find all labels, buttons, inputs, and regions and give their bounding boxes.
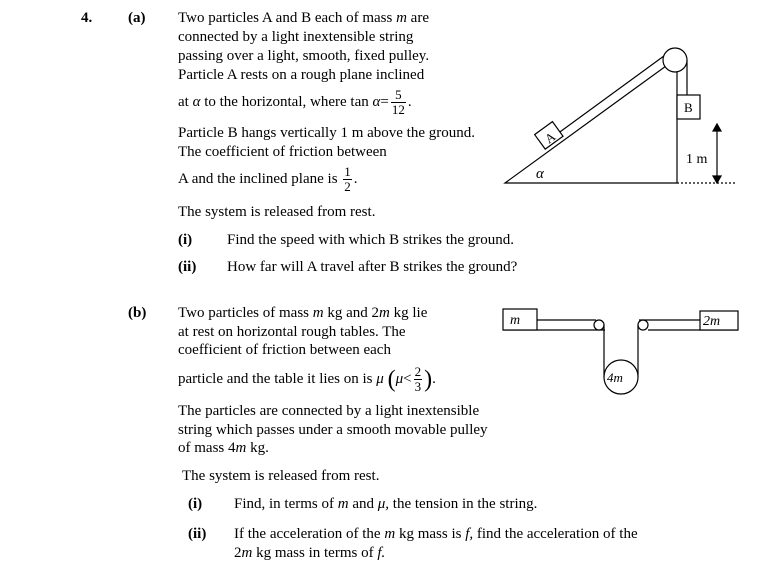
height-arrow-down-icon xyxy=(713,176,721,183)
part-b-sub-i-text: Find, in terms of m and μ, the tension in the string. xyxy=(234,496,538,512)
part-a-sub-ii-label: (ii) xyxy=(178,259,197,275)
inclined-plane xyxy=(505,58,677,183)
right-table-pulley xyxy=(638,320,648,330)
part-b-line-8: The system is released from rest. xyxy=(182,468,380,484)
particle-a-label: A xyxy=(541,128,559,147)
part-a-line-6: Particle B hangs vertically 1 m above the ground. xyxy=(178,125,476,141)
part-b-line-2: at rest on horizontal rough tables. The xyxy=(178,324,406,340)
part-b-sub-i-label: (i) xyxy=(188,496,203,512)
part-b-sub-ii-label: (ii) xyxy=(188,526,207,542)
part-a-line-4: Particle A rests on a rough plane inclined xyxy=(178,67,425,83)
height-arrow-up-icon xyxy=(713,124,721,131)
mu-fraction: $\frac{1}{2}$ xyxy=(344,164,351,195)
part-a-line-8: A and the inclined plane is $\frac{1}{2}$ . xyxy=(178,164,358,195)
left-table-pulley xyxy=(594,320,604,330)
height-label: 1 m xyxy=(686,152,708,167)
part-a-line-9: The system is released from rest. xyxy=(178,204,376,220)
part-a-line-7: The coefficient of friction between xyxy=(178,144,387,160)
part-b-line-3: coefficient of friction between each xyxy=(178,342,391,358)
part-a-sub-ii-text: How far will A travel after B strikes the ground? xyxy=(227,259,518,275)
pulley-mass-label: 4m xyxy=(607,370,623,385)
particle-b-label: B xyxy=(684,100,693,115)
part-b-sub-ii-line-1: If the acceleration of the m kg mass is f, find the acceleration of the xyxy=(234,526,638,542)
part-b-sub-ii-line-2: 2m kg mass in terms of f. xyxy=(234,545,386,561)
fixed-pulley xyxy=(663,48,687,72)
mass-2m-label: 2m xyxy=(703,314,721,329)
mass-m-label: m xyxy=(510,313,521,328)
part-a-label: (a) xyxy=(128,10,146,26)
part-b-line-4: particle and the table it lies on is μ (μ< $\frac{2}{3}$ ). xyxy=(178,364,436,395)
part-b-line-1: Two particles of mass m kg and 2m kg lie xyxy=(178,305,428,321)
angle-label: α xyxy=(536,166,544,182)
part-a-line-5: at α to the horizontal, where tan α= $\frac{5}{12}$ . xyxy=(178,87,412,118)
part-a-line-3: passing over a light, smooth, fixed pulley. xyxy=(178,48,430,64)
string-on-incline xyxy=(553,53,668,137)
part-a-sub-i-text: Find the speed with which B strikes the ground. xyxy=(227,232,515,248)
mu-condition-fraction: $\frac{2}{3}$ xyxy=(414,364,422,395)
part-a-line-1: Two particles A and B each of mass m are xyxy=(178,10,429,26)
question-number: 4. xyxy=(81,10,93,26)
part-b-line-5: The particles are connected by a light inextensible xyxy=(178,403,480,419)
part-b-line-7: of mass 4m kg. xyxy=(178,440,269,456)
part-a-sub-i-label: (i) xyxy=(178,232,193,248)
part-b-line-6: string which passes under a smooth movable pulley xyxy=(178,422,488,438)
part-a-line-2: connected by a light inextensible string xyxy=(178,29,414,45)
tan-fraction: $\frac{5}{12}$ xyxy=(391,87,405,118)
part-b-label: (b) xyxy=(128,305,147,321)
